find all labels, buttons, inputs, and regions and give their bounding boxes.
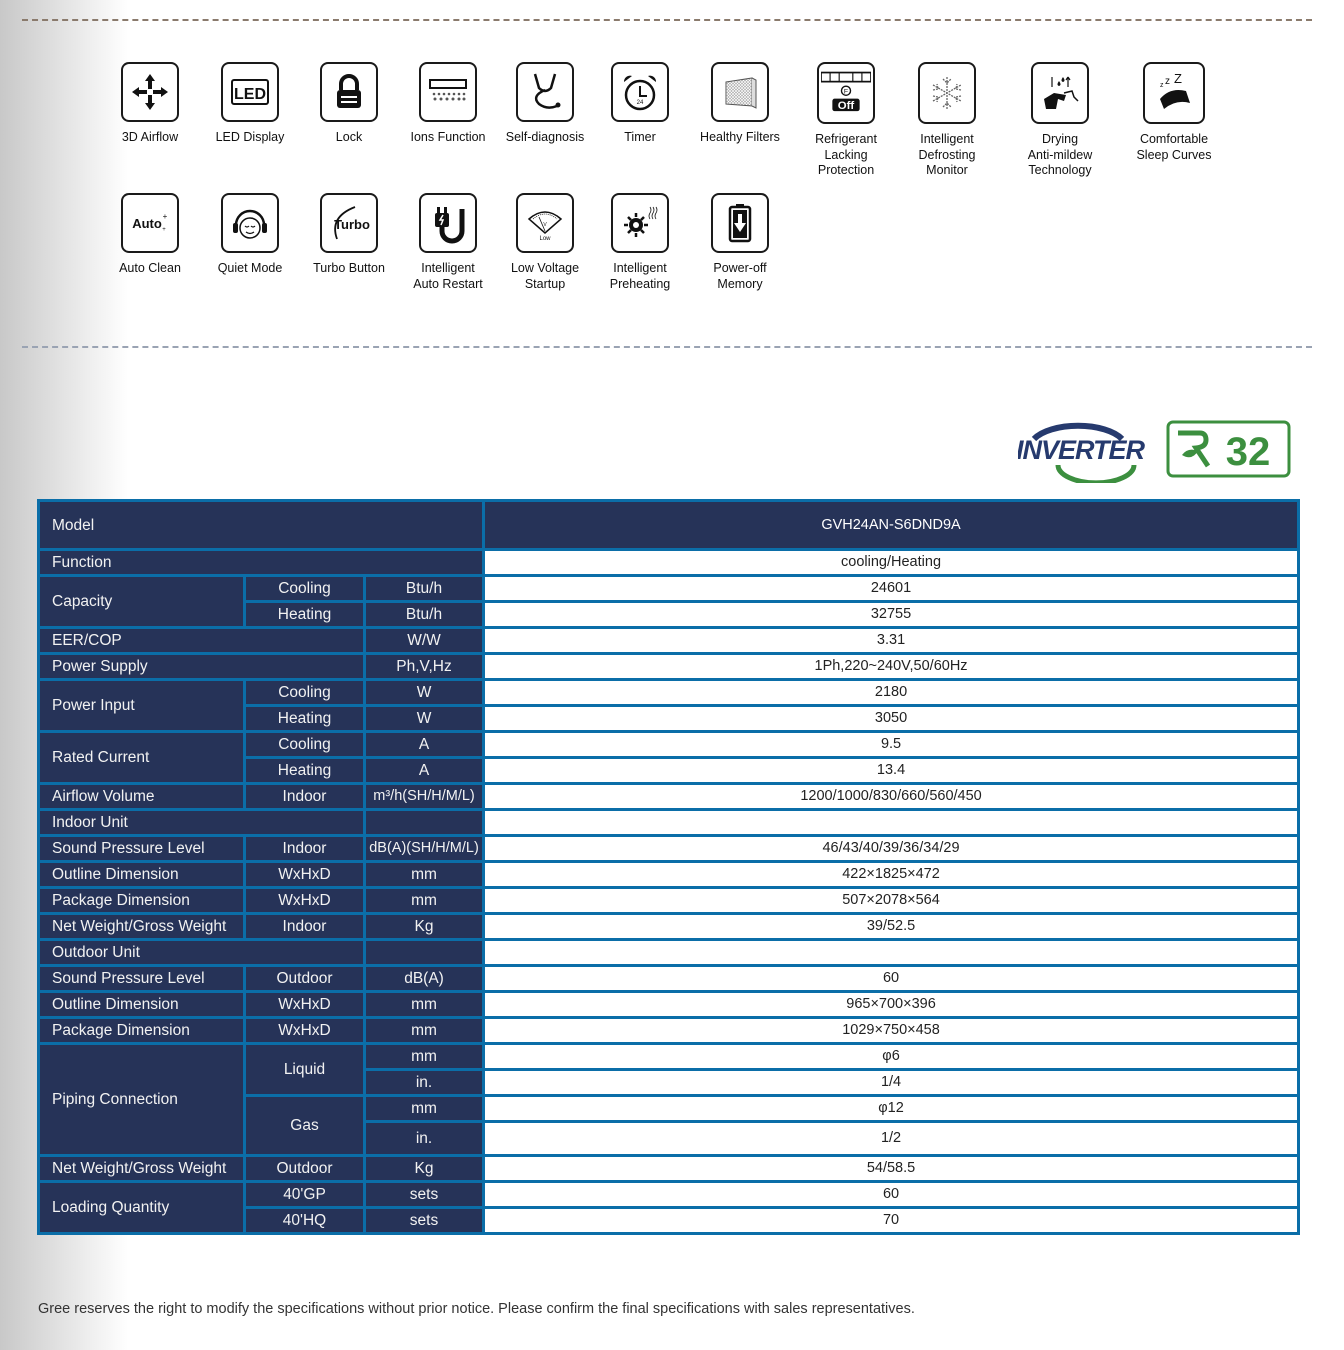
row-value: φ12 — [484, 1096, 1299, 1122]
led-display-icon — [228, 70, 272, 114]
svg-text:+: + — [162, 212, 168, 221]
svg-text:z: z — [1165, 76, 1170, 87]
ions-icon — [426, 70, 470, 114]
feature-label: Auto Clean — [119, 261, 181, 275]
table-row-outdoor-package — [39, 1018, 1299, 1044]
row-unit: Kg — [365, 1156, 484, 1182]
row-sub: Cooling — [245, 680, 365, 706]
feature-self-diagnosis — [490, 62, 600, 146]
feature-label: Intelligent Defrosting Monitor — [918, 132, 976, 177]
feature-preheating — [585, 193, 695, 292]
row-label: Package Dimension — [39, 1018, 245, 1044]
feature-label: Intelligent Auto Restart — [413, 261, 483, 291]
refrigerant-off-icon — [821, 68, 871, 118]
row-label: Outline Dimension — [39, 992, 245, 1018]
row-unit: mm — [365, 1018, 484, 1044]
filter-icon — [718, 70, 762, 114]
row-value: 24601 — [484, 576, 1299, 602]
row-unit: dB(A)(SH/H/M/L) — [365, 836, 484, 862]
table-row-outdoor-sound — [39, 966, 1299, 992]
feature-quiet-mode — [195, 193, 305, 277]
row-unit: Btu/h — [365, 602, 484, 628]
inverter-text: INVERTER — [1018, 435, 1145, 465]
row-value: 1029×750×458 — [484, 1018, 1299, 1044]
row-value: 13.4 — [484, 758, 1299, 784]
row-label: Sound Pressure Level — [39, 836, 245, 862]
model-label: Model — [39, 501, 484, 550]
table-row-function — [39, 550, 1299, 576]
row-value: 32755 — [484, 602, 1299, 628]
row-sub: Indoor — [245, 914, 365, 940]
top-divider — [22, 19, 1312, 21]
stethoscope-icon — [523, 70, 567, 114]
table-row-airflow — [39, 784, 1299, 810]
row-label: Loading Quantity — [39, 1182, 245, 1234]
feature-label: Low Voltage Startup — [510, 261, 580, 291]
feature-label: Comfortable Sleep Curves — [1136, 132, 1212, 162]
svg-text:LED: LED — [234, 86, 266, 103]
row-unit: sets — [365, 1208, 484, 1234]
row-unit: in. — [365, 1122, 484, 1156]
feature-label: Ions Function — [410, 130, 486, 144]
row-value: 1/4 — [484, 1070, 1299, 1096]
row-unit: W — [365, 706, 484, 732]
auto-badge: Auto — [132, 216, 162, 231]
row-value: 70 — [484, 1208, 1299, 1234]
feature-auto-clean — [95, 193, 205, 277]
row-label: Outline Dimension — [39, 862, 245, 888]
feature-label: Quiet Mode — [217, 261, 283, 275]
empty-cell — [484, 810, 1299, 836]
row-sub: Heating — [245, 602, 365, 628]
row-label: Sound Pressure Level — [39, 966, 245, 992]
row-label: Package Dimension — [39, 888, 245, 914]
feature-label: Healthy Filters — [700, 130, 780, 144]
row-value: 1/2 — [484, 1122, 1299, 1156]
row-unit: Kg — [365, 914, 484, 940]
alarm-clock-icon — [618, 70, 662, 114]
auto-clean-icon — [128, 201, 172, 245]
row-label: Function — [39, 550, 484, 576]
row-value: 3050 — [484, 706, 1299, 732]
table-row-power-input-cooling — [39, 680, 1299, 706]
row-sub: Liquid — [245, 1044, 365, 1096]
feature-label: Power-off Memory — [713, 261, 767, 291]
feature-3d-airflow — [95, 62, 205, 146]
row-sub: Heating — [245, 706, 365, 732]
sleep-icon — [1152, 71, 1196, 115]
feature-defrosting — [892, 62, 1002, 179]
refrigerant-badge: F — [843, 88, 849, 96]
feature-lock — [294, 62, 404, 146]
row-label: Power Input — [39, 680, 245, 732]
row-sub: Cooling — [245, 732, 365, 758]
snowflake-icon — [925, 71, 969, 115]
row-value: 1200/1000/830/660/560/450 — [484, 784, 1299, 810]
row-unit: mm — [365, 888, 484, 914]
row-value: 3.31 — [484, 628, 1299, 654]
row-unit: W — [365, 680, 484, 706]
table-row-power-supply — [39, 654, 1299, 680]
row-value: cooling/Heating — [484, 550, 1299, 576]
row-unit: Btu/h — [365, 576, 484, 602]
table-row-indoor-outline — [39, 862, 1299, 888]
row-unit: A — [365, 758, 484, 784]
feature-led-display — [195, 62, 305, 146]
row-sub: WxHxD — [245, 992, 365, 1018]
table-row-eer — [39, 628, 1299, 654]
feature-label: Intelligent Preheating — [609, 261, 671, 291]
svg-text:Z: Z — [1174, 71, 1182, 86]
row-label: Piping Connection — [39, 1044, 245, 1156]
feature-label: LED Display — [215, 130, 285, 144]
middle-divider — [22, 346, 1312, 348]
feature-ions — [393, 62, 503, 146]
feature-label: Self-diagnosis — [505, 130, 585, 144]
row-unit: mm — [365, 1044, 484, 1070]
disclaimer-note: Gree reserves the right to modify the specifications without prior notice. Please confirm the final specifications with sales representatives. — [38, 1301, 915, 1317]
row-unit: mm — [365, 1096, 484, 1122]
feature-drying — [1005, 62, 1115, 179]
row-value: 60 — [484, 966, 1299, 992]
row-sub: Outdoor — [245, 966, 365, 992]
row-value: 46/43/40/39/36/34/29 — [484, 836, 1299, 862]
feature-healthy-filters — [685, 62, 795, 146]
feature-label: 3D Airflow — [121, 130, 179, 144]
lock-icon — [327, 70, 371, 114]
svg-text:z: z — [1160, 82, 1164, 89]
row-sub: WxHxD — [245, 862, 365, 888]
row-sub: Indoor — [245, 784, 365, 810]
row-unit: in. — [365, 1070, 484, 1096]
table-row-indoor-unit — [39, 810, 1299, 836]
row-sub: 40'GP — [245, 1182, 365, 1208]
feature-label: Turbo Button — [313, 261, 385, 275]
feature-low-voltage — [490, 193, 600, 292]
empty-cell — [484, 940, 1299, 966]
empty-cell — [365, 940, 484, 966]
table-row-outdoor-outline — [39, 992, 1299, 1018]
turbo-badge: Turbo — [334, 217, 370, 232]
row-value: 1Ph,220~240V,50/60Hz — [484, 654, 1299, 680]
low-badge: Low — [539, 236, 551, 242]
table-row-piping-liquid-mm — [39, 1044, 1299, 1070]
table-row-rated-current-cooling — [39, 732, 1299, 758]
inverter-logo — [1018, 415, 1293, 483]
table-row-indoor-weight — [39, 914, 1299, 940]
voltmeter-icon — [523, 201, 567, 245]
row-unit: m³/h(SH/H/M/L) — [365, 784, 484, 810]
drying-icon — [1038, 71, 1082, 115]
row-sub: 40'HQ — [245, 1208, 365, 1234]
section-label: Outdoor Unit — [39, 940, 365, 966]
feature-label: Timer — [624, 130, 656, 144]
row-label: Capacity — [39, 576, 245, 628]
table-row-loading-gp — [39, 1182, 1299, 1208]
row-label: Net Weight/Gross Weight — [39, 914, 245, 940]
row-value: 965×700×396 — [484, 992, 1299, 1018]
row-sub: Heating — [245, 758, 365, 784]
certification-logos — [1018, 415, 1293, 483]
table-row-outdoor-weight — [39, 1156, 1299, 1182]
feature-power-off-memory — [685, 193, 795, 292]
row-sub: Indoor — [245, 836, 365, 862]
row-unit: sets — [365, 1182, 484, 1208]
row-unit: mm — [365, 862, 484, 888]
row-value: 2180 — [484, 680, 1299, 706]
specification-table — [37, 499, 1300, 1235]
row-value: 54/58.5 — [484, 1156, 1299, 1182]
row-label: Power Supply — [39, 654, 365, 680]
table-row-model — [39, 501, 1299, 550]
row-unit: Ph,V,Hz — [365, 654, 484, 680]
feature-auto-restart — [393, 193, 503, 292]
row-value: 60 — [484, 1182, 1299, 1208]
timer-badge: 24 — [636, 100, 644, 106]
row-label: Net Weight/Gross Weight — [39, 1156, 245, 1182]
row-label: EER/COP — [39, 628, 365, 654]
turbo-icon — [327, 201, 371, 245]
empty-cell — [365, 810, 484, 836]
airflow-arrows-icon — [128, 70, 172, 114]
sun-heat-icon — [618, 201, 662, 245]
row-sub: Gas — [245, 1096, 365, 1156]
row-value: 9.5 — [484, 732, 1299, 758]
row-unit: mm — [365, 992, 484, 1018]
row-sub: WxHxD — [245, 888, 365, 914]
table-row-capacity-cooling — [39, 576, 1299, 602]
feature-label: Lock — [335, 130, 363, 144]
row-label: Airflow Volume — [39, 784, 245, 810]
row-value: 422×1825×472 — [484, 862, 1299, 888]
row-value: 39/52.5 — [484, 914, 1299, 940]
row-sub: WxHxD — [245, 1018, 365, 1044]
feature-label: Refrigerant Lacking Protection — [815, 132, 877, 177]
feature-timer — [585, 62, 695, 146]
row-unit: dB(A) — [365, 966, 484, 992]
svg-text:+: + — [162, 227, 166, 233]
battery-down-icon — [718, 201, 762, 245]
row-sub: Cooling — [245, 576, 365, 602]
row-value: φ6 — [484, 1044, 1299, 1070]
row-sub: Outdoor — [245, 1156, 365, 1182]
feature-refrigerant — [791, 62, 901, 179]
feature-turbo — [294, 193, 404, 277]
model-value: GVH24AN-S6DND9A — [484, 501, 1299, 550]
row-value: 507×2078×564 — [484, 888, 1299, 914]
r32-text: 32 — [1225, 430, 1271, 474]
headphones-face-icon — [228, 201, 272, 245]
voltage-badge: V — [543, 222, 547, 228]
off-badge: Off — [837, 99, 855, 112]
row-label: Rated Current — [39, 732, 245, 784]
table-row-outdoor-unit — [39, 940, 1299, 966]
table-row-indoor-package — [39, 888, 1299, 914]
feature-sleep — [1119, 62, 1229, 163]
section-label: Indoor Unit — [39, 810, 365, 836]
feature-label: Drying Anti-mildew Technology — [1027, 132, 1093, 177]
plug-restart-icon — [426, 201, 470, 245]
row-unit: A — [365, 732, 484, 758]
row-unit: W/W — [365, 628, 484, 654]
table-row-indoor-sound — [39, 836, 1299, 862]
